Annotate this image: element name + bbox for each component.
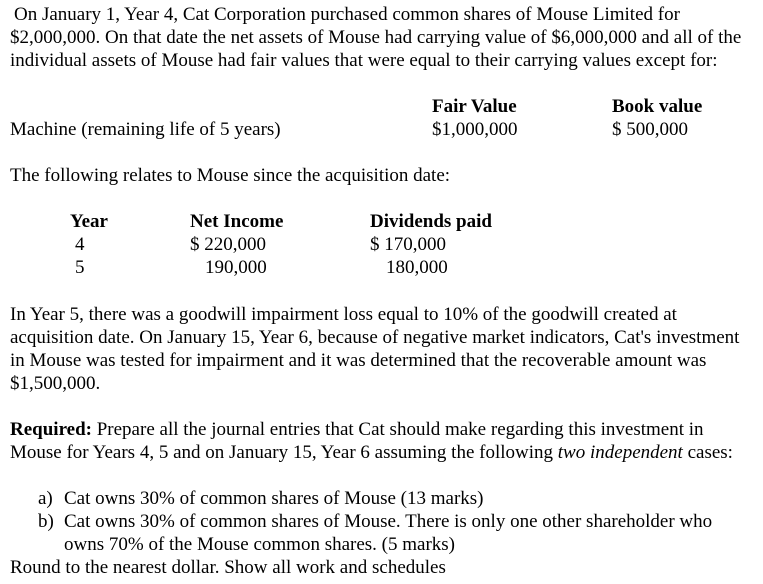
required-text: Prepare all the journal entries that Cat should make regarding this investment in Mouse for Years 4, 5 and on January 15, Year 6 assuming the following xyxy=(10,419,704,463)
col-year-header: Year xyxy=(70,211,108,232)
col-dividends-header: Dividends paid xyxy=(370,211,492,232)
col-book-value-header: Book value xyxy=(612,96,703,117)
closing-instruction: Round to the nearest dollar. Show all work and schedules xyxy=(10,557,446,578)
required-label: Required: xyxy=(10,419,92,440)
net-income-cell: $ 220,000 xyxy=(190,234,266,255)
intro-paragraph: On January 1, Year 4, Cat Corporation purchased common shares of Mouse Limited for $2,000,000. On that date the net assets of Mouse had carrying value of $6,000,000 and all of the individual assets of Mouse had fair values that were equal to their carrying values except for: xyxy=(10,4,742,71)
year-cell: 4 xyxy=(75,234,85,255)
required-paragraph xyxy=(10,418,755,464)
asset-label: Machine (remaining life of 5 years) xyxy=(10,119,281,140)
dividends-cell: $ 170,000 xyxy=(370,234,446,255)
case-b-text: Cat owns 30% of common shares of Mouse. There is only one other shareholder who owns 70% of the Mouse common shares. (5 marks) xyxy=(64,511,713,555)
col-fair-value-header: Fair Value xyxy=(432,96,517,117)
case-b-marker: b) xyxy=(38,511,54,532)
list-item xyxy=(38,487,738,510)
col-net-income-header: Net Income xyxy=(190,211,284,232)
dividends-cell: 180,000 xyxy=(386,257,448,278)
case-a-marker: a) xyxy=(38,488,53,509)
impairment-paragraph: In Year 5, there was a goodwill impairment loss equal to 10% of the goodwill created at acquisition date. On January 15, Year 6, because of negative market indicators, Cat's investment in Mouse was tested for impairment and it was determined that the recoverable amount was $1,500,000. xyxy=(10,304,740,394)
case-a-text: Cat owns 30% of common shares of Mouse (13 marks) xyxy=(64,488,484,509)
year-cell: 5 xyxy=(75,257,85,278)
net-income-cell: 190,000 xyxy=(205,257,267,278)
required-italic: two independent xyxy=(557,442,683,463)
list-item xyxy=(38,510,728,556)
asset-book-value: $ 500,000 xyxy=(612,119,688,140)
asset-fair-value: $1,000,000 xyxy=(432,119,518,140)
required-text-after: cases: xyxy=(687,442,733,463)
relates-text: The following relates to Mouse since the acquisition date: xyxy=(10,165,451,186)
